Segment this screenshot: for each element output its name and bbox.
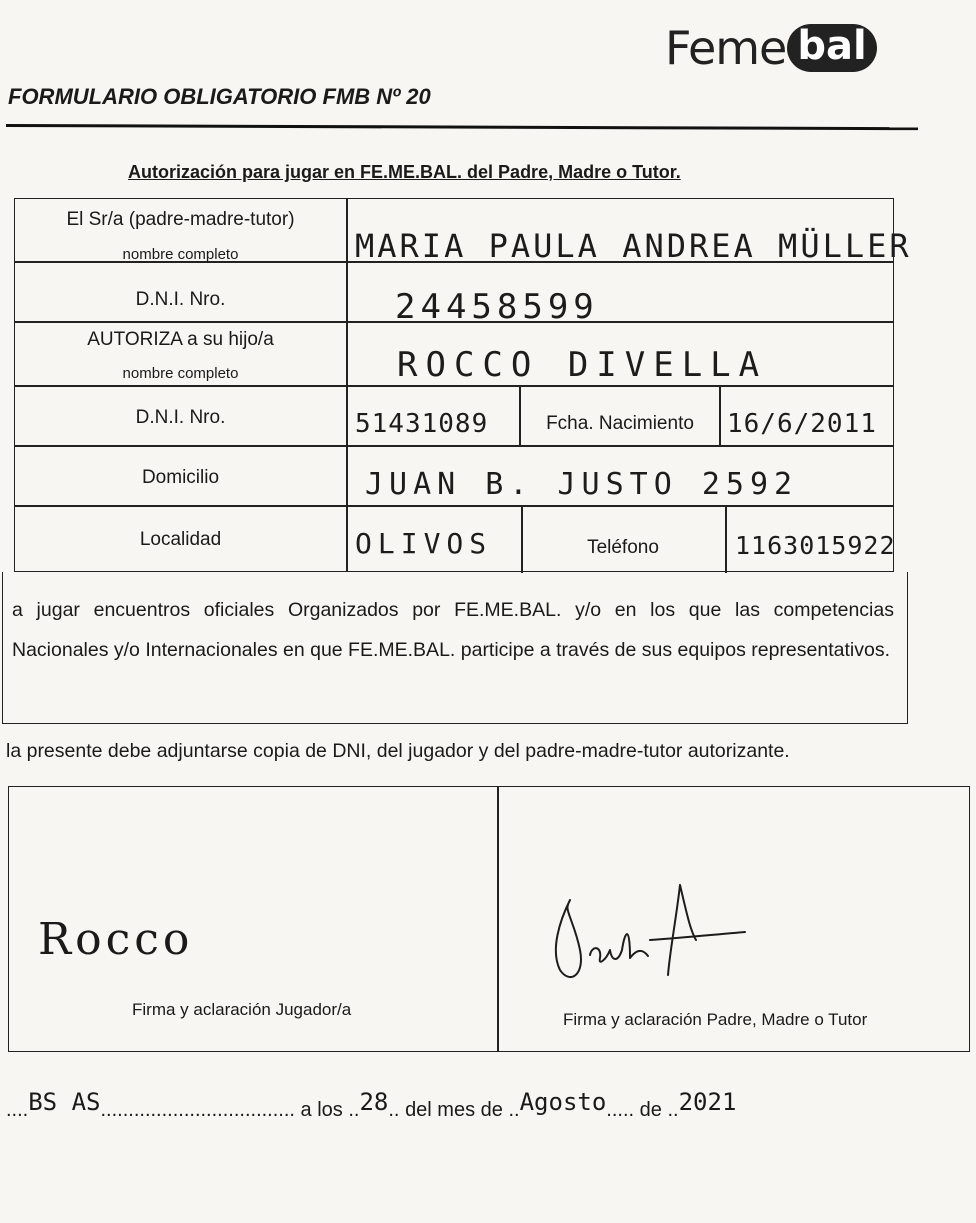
column-divider (719, 385, 721, 445)
attachment-note: la presente debe adjuntarse copia de DNI, del jugador y del padre-madre-tutor autorizante. (6, 740, 790, 762)
parent-label: El Sr/a (padre-madre-tutor) (66, 209, 295, 230)
logo-text-bal: bal (787, 24, 876, 72)
parent-signature-label: Firma y aclaración Padre, Madre o Tutor (563, 1010, 868, 1029)
signature-stroke (556, 885, 745, 977)
parent-signature (530, 880, 770, 1000)
phone-value: 1163015922 (735, 531, 896, 560)
day-value: 28 (359, 1088, 389, 1116)
place-value: BS AS (28, 1088, 101, 1116)
child-label: AUTORIZA a su hijo/a (87, 329, 274, 350)
parent-dni-value: 24458599 (395, 287, 599, 327)
city-value: OLIVOS (355, 527, 493, 560)
authorization-paragraph: a jugar encuentros oficiales Organizados por FE.ME.BAL. y/o en los que las competencias Nacionales y/o Internacionales en que FE.ME.BAL. participe a través de sus equipos representativos. (12, 599, 894, 661)
a-los-text: a los (300, 1099, 343, 1121)
del-mes-de-text: del mes de (405, 1099, 503, 1121)
parent-name-value: MARIA PAULA ANDREA MÜLLER (355, 227, 912, 265)
signature-divider (497, 786, 499, 1052)
parent-sublabel: nombre completo (122, 246, 239, 263)
date-line: ....BS AS................................... a los ..28.. del mes de ..Agosto..... de ..2021 (6, 1088, 737, 1121)
address-value: JUAN B. JUSTO 2592 (365, 467, 799, 502)
column-divider (346, 199, 348, 571)
player-signature: Rocco (38, 914, 194, 965)
address-label: Domicilio (141, 467, 220, 488)
logo-text-feme: Feme (665, 21, 787, 75)
authorization-title: Autorización para jugar en FE.ME.BAL. del Padre, Madre o Tutor. (128, 162, 681, 182)
row-divider (15, 505, 893, 507)
player-signature-label: Firma y aclaración Jugador/a (132, 1000, 352, 1019)
child-name-value: ROCCO DIVELLA (397, 345, 768, 385)
birth-date-label: Fcha. Nacimiento (546, 413, 694, 434)
phone-label: Teléfono (587, 537, 659, 558)
header-rule (6, 124, 918, 130)
column-divider (725, 505, 727, 573)
de-text: de (639, 1099, 662, 1121)
year-value: 2021 (678, 1088, 737, 1116)
birth-date-value: 16/6/2011 (727, 409, 877, 439)
row-divider (15, 385, 893, 387)
child-dni-label: D.N.I. Nro. (135, 407, 226, 428)
city-label: Localidad (139, 529, 222, 550)
parent-dni-label: D.N.I. Nro. (135, 289, 226, 310)
row-divider (15, 445, 893, 447)
femebal-logo (665, 18, 877, 78)
month-value: Agosto (519, 1088, 607, 1116)
form-title: FORMULARIO OBLIGATORIO FMB Nº 20 (8, 84, 431, 109)
child-sublabel: nombre completo (122, 365, 239, 382)
child-dni-value: 51431089 (355, 409, 489, 439)
authorization-table (14, 198, 912, 572)
